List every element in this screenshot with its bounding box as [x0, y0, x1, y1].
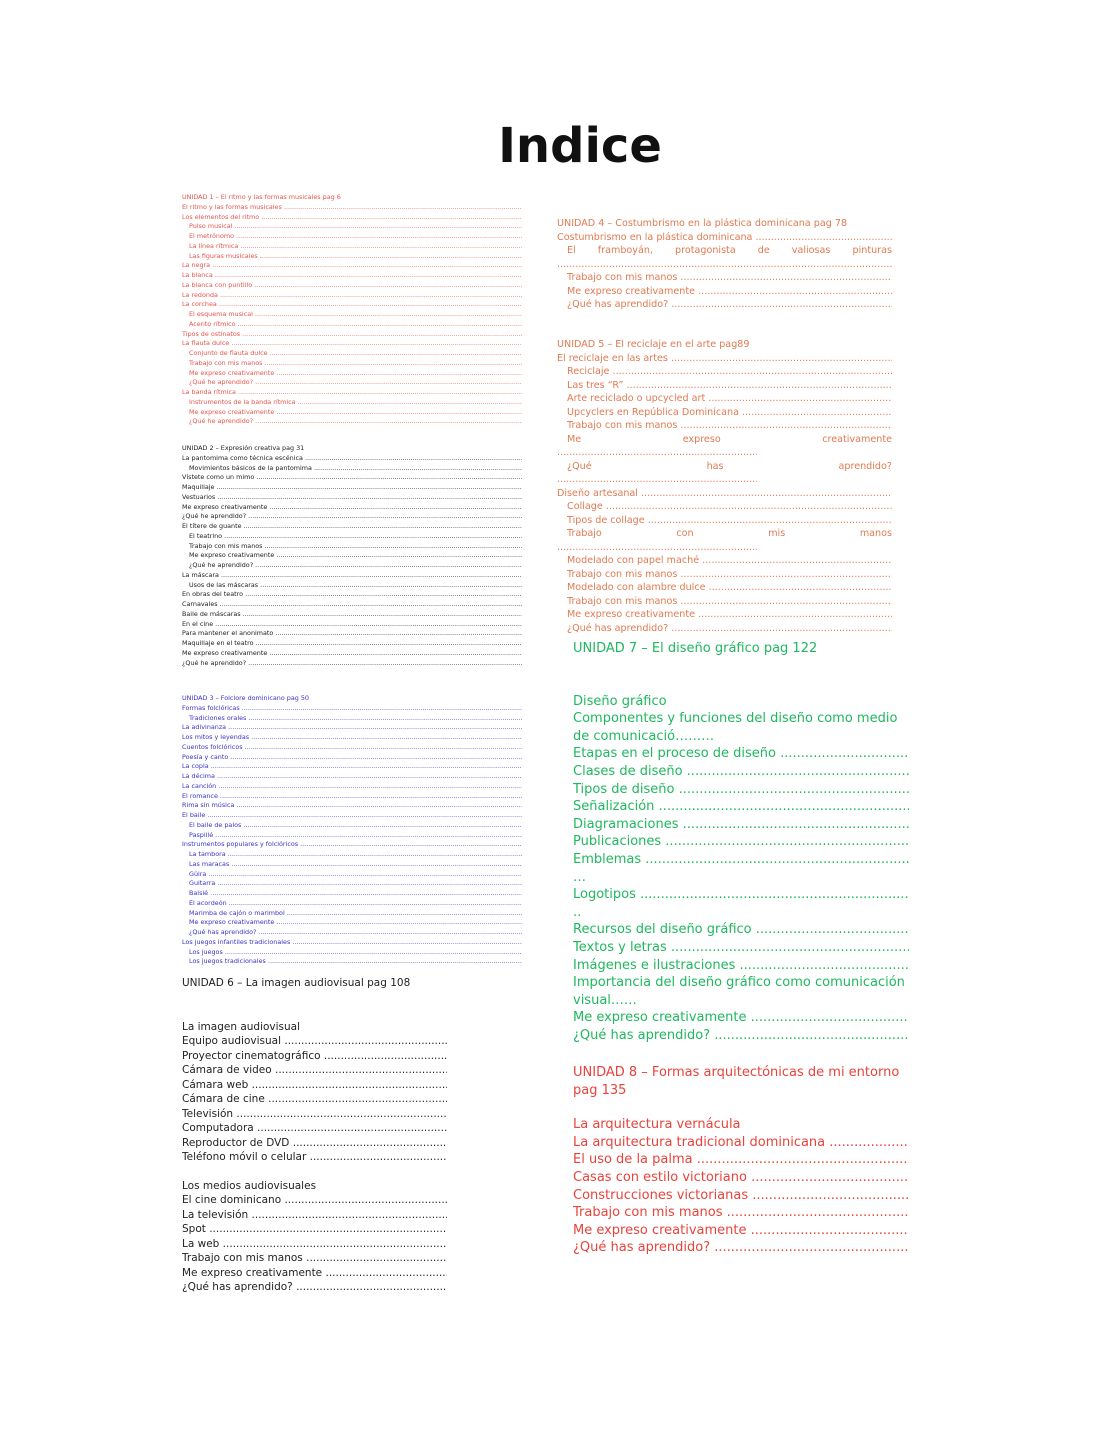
toc-entry: El esquema musical .....	[182, 310, 522, 320]
toc-entry: ¿Qué he aprendido? .....	[182, 378, 522, 388]
toc-entry: Instrumentos de la banda rítmica .....	[182, 398, 522, 408]
toc-entry: Movimientos básicos de la pantomima .....	[182, 464, 522, 474]
toc-entry: El ritmo y las formas musicales .....	[182, 203, 522, 213]
toc-entry: Señalización .....	[573, 798, 909, 816]
toc-entry: Rima sin música .....	[182, 801, 522, 811]
toc-entry: Componentes y funciones del diseño como medio de comunicació………	[573, 711, 898, 744]
toc-entry: La arquitectura vernácula	[573, 1117, 741, 1133]
toc-entry: Me expreso creativamente .....	[182, 551, 522, 561]
toc-entry: Tipos de diseño .....	[573, 781, 909, 799]
toc-entry: Trabajo con mis manos .....	[182, 359, 522, 369]
toc-entry: Para mantener el anonimato .....	[182, 629, 522, 639]
toc-entry: ¿Qué has aprendido?	[567, 460, 892, 472]
toc-entry: El acordeón .....	[182, 899, 522, 909]
toc-entry: Balsié .....	[182, 889, 522, 899]
toc-entry: Poesía y canto .....	[182, 753, 522, 763]
toc-entry: ¿Qué he aprendido? .....	[182, 512, 522, 522]
dot-leader	[557, 446, 757, 460]
toc-entry: Formas folclóricas .....	[182, 704, 522, 714]
toc-entry: Trabajo con mis manos .....	[557, 568, 892, 582]
toc-entry: Usos de las máscaras .....	[182, 581, 522, 591]
toc-entry: Paspillé .....	[182, 831, 522, 841]
toc-entry: El baile .....	[182, 811, 522, 821]
toc-entry: En obras del teatro .....	[182, 590, 522, 600]
toc-entry: La arquitectura tradicional dominicana .....	[573, 1134, 909, 1152]
toc-entry: ¿Qué has aprendido? .....	[557, 298, 892, 312]
toc-entry: La flauta dulce .....	[182, 339, 522, 349]
unit-heading: UNIDAD 4 – Costumbrismo en la plástica dominicana pag 78	[557, 218, 848, 229]
toc-entry: Spot .....	[182, 1222, 447, 1237]
toc-entry: Clases de diseño .....	[573, 763, 909, 781]
toc-entry: Marimba de cajón o marimbol .....	[182, 909, 522, 919]
toc-entry: Reciclaje .....	[557, 365, 892, 379]
toc-entry: Conjunto de flauta dulce .....	[182, 349, 522, 359]
unidad-6-section	[182, 976, 447, 1295]
toc-entry: Baile de máscaras .....	[182, 610, 522, 620]
toc-entry: La negra .....	[182, 261, 522, 271]
unit-heading: UNIDAD 1 – El ritmo y las formas musicales pag 6	[182, 193, 341, 201]
unit-heading: UNIDAD 5 – El reciclaje en el arte pag89	[557, 339, 750, 350]
toc-entry: Cámara de video .....	[182, 1063, 447, 1078]
toc-entry: Tipos de collage .....	[557, 514, 892, 528]
group-title: La imagen audiovisual	[182, 1020, 301, 1033]
unidad-4-section	[557, 217, 892, 312]
toc-entry: La tambora .....	[182, 850, 522, 860]
unidad-3-section	[182, 694, 522, 967]
ellipsis: ..	[573, 904, 582, 920]
toc-entry: Me expreso creativamente .....	[573, 1222, 909, 1240]
dot-leader	[557, 258, 892, 272]
toc-entry: Modelado con papel maché .....	[557, 554, 892, 568]
page-title: Indice	[498, 118, 662, 174]
toc-entry: Los juegos infantiles tradicionales .....	[182, 938, 522, 948]
toc-entry: Upcyclers en República Dominicana .....	[557, 406, 892, 420]
toc-entry: Trabajo con mis manos .....	[557, 595, 892, 609]
toc-entry: Me expreso creativamente .....	[182, 918, 522, 928]
toc-entry: ¿Qué he aprendido? .....	[182, 561, 522, 571]
toc-entry: Cuentos folclóricos .....	[182, 743, 522, 753]
toc-entry: Me expreso creativamente .....	[182, 649, 522, 659]
unit-heading: UNIDAD 6 – La imagen audiovisual pag 108	[182, 977, 411, 989]
dot-leader	[557, 473, 757, 487]
toc-entry: Cámara de cine .....	[182, 1092, 447, 1107]
toc-entry: El teatrino .....	[182, 532, 522, 542]
toc-entry: Textos y letras .....	[573, 939, 909, 957]
toc-entry: Me expreso creativamente	[567, 433, 892, 445]
toc-entry: Tipos de ostinatos .....	[182, 330, 522, 340]
toc-entry: Guitarra .....	[182, 879, 522, 889]
toc-entry: ¿Qué has aprendido? .....	[182, 1280, 447, 1295]
toc-entry: La adivinanza .....	[182, 723, 522, 733]
toc-entry: Vístete como un mimo .....	[182, 473, 522, 483]
toc-entry: Las figuras musicales .....	[182, 252, 522, 262]
toc-entry: En el cine .....	[182, 620, 522, 630]
toc-entry: El cine dominicano .....	[182, 1193, 447, 1208]
toc-entry: La web .....	[182, 1237, 447, 1252]
toc-entry: Me expreso creativamente .....	[182, 503, 522, 513]
unit-heading: UNIDAD 7 – El diseño gráfico pag 122	[573, 641, 818, 656]
toc-entry: ¿Qué has aprendido? .....	[557, 622, 892, 636]
toc-entry: Trabajo con mis manos	[567, 528, 892, 539]
toc-entry: Las tres “R” .....	[557, 379, 892, 393]
unit-heading: UNIDAD 3 – Folclore dominicano pag 50	[182, 694, 309, 702]
toc-entry: La línea rítmica .....	[182, 242, 522, 252]
toc-entry: Acento rítmico .....	[182, 320, 522, 330]
toc-entry: Me expreso creativamente .....	[557, 608, 892, 622]
toc-entry: Publicaciones .....	[573, 833, 909, 851]
toc-entry: Tradiciones orales .....	[182, 714, 522, 724]
toc-entry: Equipo audiovisual .....	[182, 1034, 447, 1049]
toc-entry: Trabajo con mis manos .....	[573, 1204, 909, 1222]
toc-entry: La redonda .....	[182, 291, 522, 301]
toc-entry: La blanca con puntillo .....	[182, 281, 522, 291]
toc-entry: Trabajo con mis manos .....	[557, 419, 892, 433]
toc-entry: Etapas en el proceso de diseño .....	[573, 745, 909, 763]
toc-entry: El baile de palos .....	[182, 821, 522, 831]
unidad-5-section	[557, 338, 892, 635]
unit-heading: UNIDAD 2 – Expresión creativa pag 31	[182, 444, 305, 452]
toc-entry: Los mitos y leyendas .....	[182, 733, 522, 743]
toc-entry: La copla .....	[182, 762, 522, 772]
toc-entry: Costumbrismo en la plástica dominicana .....	[557, 231, 892, 245]
toc-entry: Los elementos del ritmo .....	[182, 213, 522, 223]
toc-entry: La corchea .....	[182, 300, 522, 310]
toc-entry: Trabajo con mis manos .....	[557, 271, 892, 285]
toc-entry: La banda rítmica .....	[182, 388, 522, 398]
toc-entry: Instrumentos populares y folclóricos .....	[182, 840, 522, 850]
toc-entry: Diseño gráfico	[573, 693, 667, 709]
toc-entry: Reproductor de DVD .....	[182, 1136, 447, 1151]
unidad-8-section	[573, 1064, 909, 1257]
toc-entry: Me expreso creativamente .....	[182, 1266, 447, 1281]
toc-entry: La blanca .....	[182, 271, 522, 281]
toc-entry: El títere de guante .....	[182, 522, 522, 532]
toc-entry: Vestuarios .....	[182, 493, 522, 503]
toc-entry: El reciclaje en las artes .....	[557, 352, 892, 366]
toc-entry: Teléfono móvil o celular .....	[182, 1150, 447, 1165]
toc-entry: Computadora .....	[182, 1121, 447, 1136]
toc-entry: ¿Qué has aprendido? .....	[573, 1027, 909, 1045]
toc-entry: La televisión .....	[182, 1208, 447, 1223]
toc-entry: Diagramaciones .....	[573, 816, 909, 834]
toc-entry: Collage .....	[557, 500, 892, 514]
toc-entry: ¿Qué has aprendido? .....	[573, 1239, 909, 1257]
toc-entry: Me expreso creativamente .....	[573, 1009, 909, 1027]
toc-entry: Trabajo con mis manos .....	[182, 1251, 447, 1266]
toc-entry: El uso de la palma .....	[573, 1151, 909, 1169]
toc-entry: La máscara .....	[182, 571, 522, 581]
toc-entry: Construcciones victorianas .....	[573, 1187, 909, 1205]
toc-entry: La décima .....	[182, 772, 522, 782]
toc-entry: Maquillaje en el teatro .....	[182, 639, 522, 649]
toc-entry: Diseño artesanal .....	[557, 487, 892, 501]
toc-entry: Modelado con alambre dulce .....	[557, 581, 892, 595]
toc-entry: Me expreso creativamente .....	[182, 369, 522, 379]
toc-entry: Casas con estilo victoriano .....	[573, 1169, 909, 1187]
unidad-2-section	[182, 444, 522, 668]
toc-entry: Las maracas .....	[182, 860, 522, 870]
toc-entry: ¿Qué he aprendido? .....	[182, 659, 522, 669]
toc-entry: Emblemas .....	[573, 851, 909, 869]
toc-entry: Cámara web .....	[182, 1078, 447, 1093]
toc-entry: Televisión .....	[182, 1107, 447, 1122]
toc-entry: ¿Qué he aprendido? .....	[182, 417, 522, 427]
group-title: Los medios audiovisuales	[182, 1179, 317, 1192]
toc-entry: Recursos del diseño gráfico .....	[573, 921, 909, 939]
toc-entry: Maquillaje .....	[182, 483, 522, 493]
unidad-7-section	[573, 640, 909, 1044]
toc-entry: Me expreso creativamente .....	[182, 408, 522, 418]
unidad-1-section	[182, 193, 522, 427]
toc-entry: ¿Qué has aprendido? .....	[182, 928, 522, 938]
toc-entry: Pulso musical .....	[182, 222, 522, 232]
toc-entry: Güira .....	[182, 870, 522, 880]
toc-entry: Imágenes e ilustraciones .....	[573, 957, 909, 975]
toc-entry: Logotipos .....	[573, 886, 909, 904]
toc-entry: Carnavales .....	[182, 600, 522, 610]
ellipsis: …	[573, 869, 586, 885]
unit-heading: UNIDAD 8 – Formas arquitectónicas de mi entorno pag 135	[573, 1065, 900, 1098]
toc-entry: El romance .....	[182, 792, 522, 802]
toc-entry: Los juegos .....	[182, 948, 522, 958]
toc-entry: Importancia del diseño gráfico como comunicación visual……	[573, 975, 905, 1008]
toc-entry: La canción .....	[182, 782, 522, 792]
toc-entry: El framboyán, protagonista de valiosas pinturas	[567, 245, 892, 256]
toc-entry: Arte reciclado o upcycled art .....	[557, 392, 892, 406]
toc-entry: Proyector cinematográfico .....	[182, 1049, 447, 1064]
dot-leader	[557, 541, 757, 555]
toc-entry: Me expreso creativamente .....	[557, 285, 892, 299]
toc-entry: Trabajo con mis manos .....	[182, 542, 522, 552]
toc-entry: La pantomima como técnica escénica .....	[182, 454, 522, 464]
toc-entry: El metrónomo .....	[182, 232, 522, 242]
toc-entry: Los juegos tradicionales .....	[182, 957, 522, 967]
